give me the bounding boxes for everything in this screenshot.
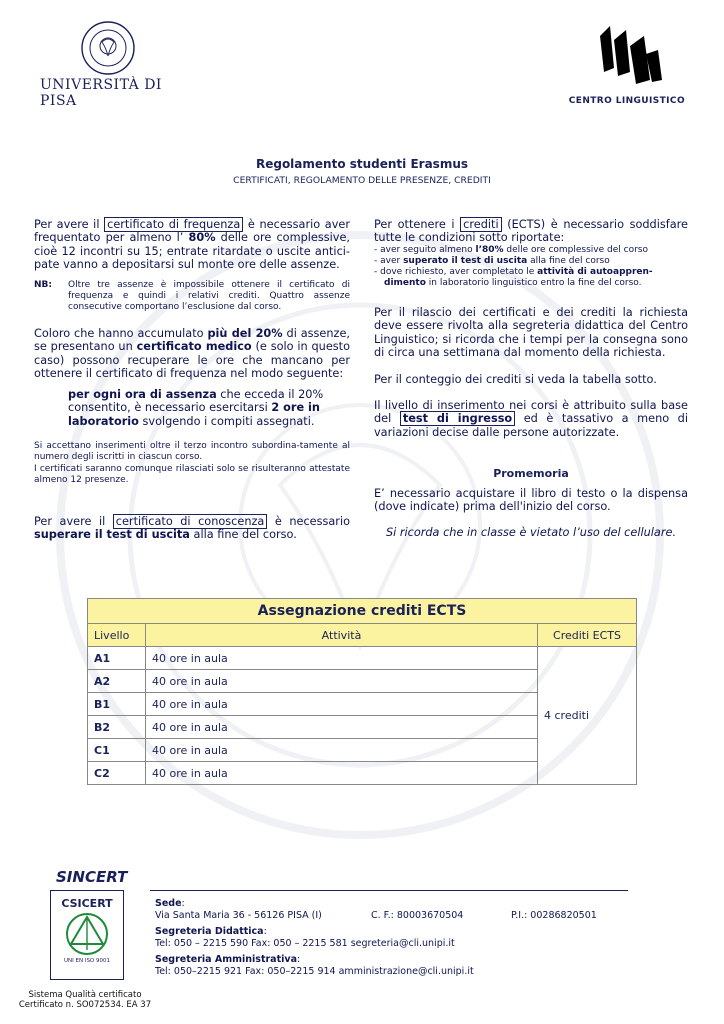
quality-certification: Sistema Qualità certificato Certificato n. SO072534. EA 37	[18, 990, 152, 1010]
footer-divider	[150, 890, 628, 891]
csicert-label: CSICERT	[61, 897, 113, 910]
credit-conditions-list	[374, 245, 690, 289]
list-item: - aver seguito almeno l’80% delle ore complessive del corso	[374, 245, 648, 255]
footer-contacts: Sede: Via Santa Maria 36 - 56126 PISA (I) C. F.: 80003670504 P.I.: 00286820501 Segreteria Didattica: Tel: 050 – 2215 590 Fax: 050 – 2215 581 segreteria@cli.unipi.it Segreteria Amministrativa: Tel: 050–2215 921 Fax: 050–2215 914 amministrazione@cli.unipi.it	[155, 898, 625, 978]
left-paragraph-frequenza: Per avere il certificato di frequenza è necessario aver frequentato per almeno l’ 80% delle ore complessive, cioè 12 incontri su 15; entrate ritardate o uscite antici-pate vanno a depositarsi sul monte ore delle assenze.	[34, 218, 351, 272]
table-row: C1 40 ore in aula	[88, 739, 637, 762]
right-paragraph-crediti: Per ottenere i crediti (ECTS) è necessario soddisfare tutte le condizioni sotto riportate:	[374, 218, 689, 245]
header-attivita: Attività	[146, 624, 538, 647]
table-row: C2 40 ore in aula	[88, 762, 637, 785]
test-ingresso-box: test di ingresso	[400, 411, 515, 426]
certification-mark-icon	[65, 912, 109, 956]
recovery-rule: per ogni ora di assenza che ecceda il 20% consentito, è necessario esercitarsi 2 ore in laboratorio svolgendo i compiti assegnati.	[68, 388, 324, 428]
sede-address: Via Santa Maria 36 - 56126 PISA (I)	[155, 910, 322, 921]
certificato-frequenza-box: certificato di frequenza	[104, 217, 243, 232]
left-paragraph-assenze: Coloro che hanno accumulato più del 20% di assenze, se presentano un certificato medico (e solo in questo caso) possono recuperare le ore che mancano per ottenere il certificato di frequenza nel modo seguente:	[34, 327, 351, 381]
promemoria-text: E’ necessario acquistare il libro di testo o la dispensa (dove indicate) prima dell'inizio del corso.	[374, 487, 688, 514]
csicert-badge	[50, 890, 124, 980]
department-name: CENTRO LINGUISTICO	[568, 96, 685, 106]
table-row: B2 40 ore in aula	[88, 716, 637, 739]
page-subtitle: CERTIFICATI, REGOLAMENTO DELLE PRESENZE, CREDITI	[233, 175, 491, 186]
note-inserimenti: Si accettano inserimenti oltre il terzo incontro subordina-tamente al numero degli iscritti in ciascun corso.	[34, 441, 350, 462]
header-crediti: Crediti ECTS	[538, 624, 637, 647]
right-paragraph-inserimento: Il livello di inserimento nei corsi è attribuito sulla base del test di ingresso ed è tassativo a meno di variazioni decise dalle persone autorizzate.	[374, 399, 688, 439]
university-seal-logo	[80, 20, 136, 76]
right-paragraph-rilascio: Per il rilascio dei certificati e dei crediti la richiesta deve essere rivolta alla segreteria didattica del Centro Linguistico; si ricorda che i tempi per la consegna sono di circa una settimana dal momento della richiesta.	[374, 306, 688, 360]
codice-fiscale: C. F.: 80003670504	[371, 910, 464, 921]
segreteria-amministrativa-contacts: Tel: 050–2215 921 Fax: 050–2215 914 amministrazione@cli.unipi.it	[155, 966, 474, 977]
right-paragraph-conteggio: Per il conteggio dei crediti si veda la tabella sotto.	[374, 373, 657, 386]
iso-label: UNI EN ISO 9001	[63, 958, 111, 964]
list-item: - aver superato il test di uscita alla fine del corso	[374, 256, 610, 266]
nb-text: Oltre tre assenze è impossibile ottenere il certificato di frequenza e quindi i relativi crediti. Quattro assenze consecutive comportano l’esclusione dal corso.	[68, 280, 350, 312]
ects-table	[87, 598, 637, 785]
nb-label: NB:	[34, 280, 52, 290]
sincert-logo: SINCERT	[56, 868, 128, 886]
certificato-conoscenza-box: certificato di conoscenza	[113, 514, 268, 529]
cellulare-note: Si ricorda che in classe è vietato l’uso del cellulare.	[385, 526, 677, 539]
note-certificati: I certificati saranno comunque rilasciati solo se risulteranno attestate almeno 12 presenze.	[34, 464, 350, 485]
page-title: Regolamento studenti Erasmus	[255, 157, 469, 171]
left-paragraph-conoscenza: Per avere il certificato di conoscenza è necessario superare il test di uscita alla fine del corso.	[34, 515, 350, 542]
promemoria-title: Promemoria	[493, 467, 569, 480]
centro-linguistico-logo	[596, 22, 666, 86]
crediti-box: crediti	[460, 217, 501, 232]
header-livello: Livello	[88, 624, 146, 647]
table-row: A1 40 ore in aula 4 crediti	[88, 647, 637, 670]
table-row: B1 40 ore in aula	[88, 693, 637, 716]
crediti-cell: 4 crediti	[538, 647, 637, 785]
list-item: - dove richiesto, aver completato le attività di autoappren-dimento in laboratorio linguistico entro la fine del corso.	[374, 267, 653, 288]
table-title: Assegnazione crediti ECTS	[88, 599, 637, 624]
segreteria-didattica-contacts: Tel: 050 – 2215 590 Fax: 050 – 2215 581 segreteria@cli.unipi.it	[155, 938, 455, 949]
partita-iva: P.I.: 00286820501	[511, 910, 597, 921]
university-name: UNIVERSITÀ DI PISA	[40, 77, 162, 109]
table-row: A2 40 ore in aula	[88, 670, 637, 693]
